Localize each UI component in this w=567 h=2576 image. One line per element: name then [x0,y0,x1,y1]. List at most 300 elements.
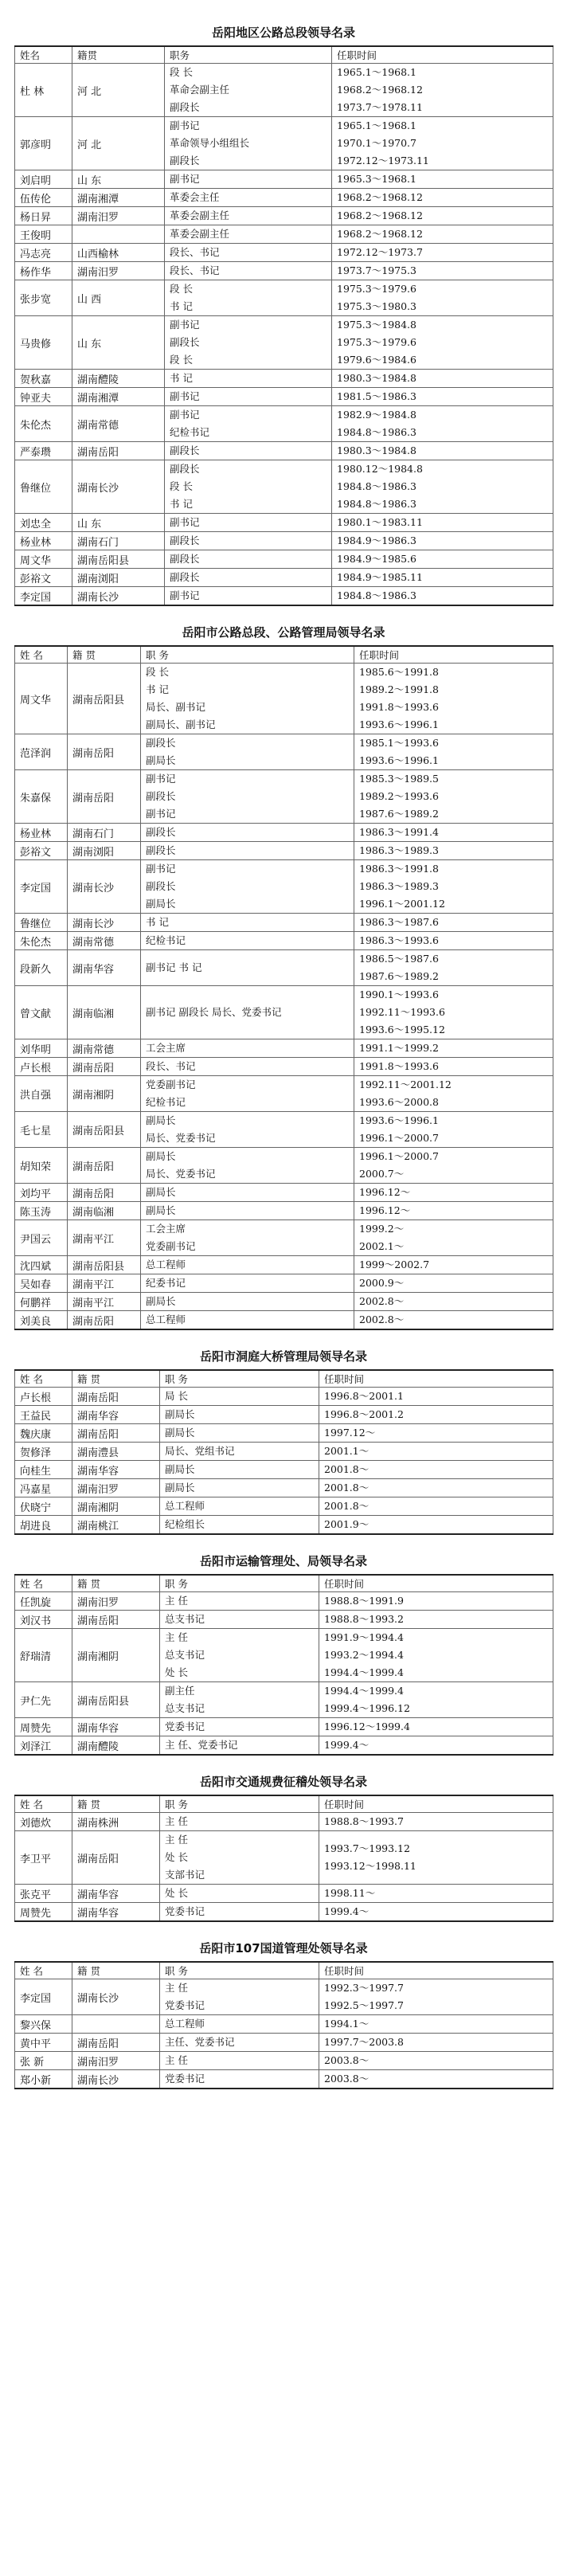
period: 1996.1～2000.7 [359,1150,439,1162]
table-row [15,280,553,316]
leader-name: 彭裕文 [15,842,68,860]
period: 1972.12～1973.7 [337,246,423,258]
period: 1997.7～2003.8 [324,2036,404,2048]
table-row [15,932,553,950]
leader-name: 刘美良 [15,1311,68,1330]
duties-cell [141,1112,354,1148]
section-2 [14,617,553,1330]
periods-cell [319,1443,553,1461]
period: 1992.5～1997.7 [324,1999,404,2011]
table-row [15,550,553,569]
table-row [15,1592,553,1611]
column-header: 职 务 [160,1575,319,1592]
duties-cell [160,2070,319,2089]
duties-cell [160,1497,319,1516]
leader-origin: 湖南岳阳 [72,1424,160,1443]
table-row [15,914,553,932]
leader-origin: 湖南岳阳县 [68,1256,141,1274]
periods-cell [354,1112,553,1148]
duties-cell [165,280,332,316]
section-title: 岳阳市交通规费征稽处领导名录 [199,1775,367,1789]
leader-origin: 湖南常德 [68,932,141,950]
leader-name: 毛七星 [15,1112,68,1148]
duties-cell [165,316,332,370]
table-row [15,770,553,824]
duty: 段 长 [170,354,193,366]
period: 1975.3～1979.6 [337,336,416,348]
period: 1984.9～1985.11 [337,571,423,583]
leader-origin: 湖南汨罗 [72,262,165,280]
leader-origin: 湖南岳阳 [68,1311,141,1330]
periods-cell [319,1611,553,1629]
periods-cell [319,1497,553,1516]
period: 1993.7～1993.12 [324,1842,410,1854]
duty: 副段长 [170,444,200,456]
leader-origin: 湖南岳阳 [72,1831,160,1885]
duties-cell [165,514,332,532]
period: 1993.6～1995.12 [359,1024,445,1035]
duty: 副书记 [170,589,200,601]
table-row [15,532,553,550]
leader-name: 吴如春 [15,1274,68,1293]
table-row [15,1076,553,1112]
leader-name: 鲁继位 [15,460,72,514]
duty: 主 任 [165,1631,188,1643]
duty: 主 任 [165,2054,188,2066]
period: 1991.8～1993.6 [359,701,439,713]
leader-name: 鲁继位 [15,914,68,932]
periods-cell [332,406,553,442]
duty: 总工程师 [165,2018,205,2030]
duty: 党委副书记 [146,1240,196,1252]
leader-name: 张步宽 [15,280,72,316]
table-row [15,1885,553,1903]
table-row [15,824,553,842]
period: 2001.9～ [324,1518,370,1530]
leader-origin: 河 北 [72,64,165,117]
leader-origin: 湖南华容 [72,1718,160,1736]
leader-name: 尹仁先 [15,1682,72,1718]
duties-cell [141,1039,354,1058]
leader-name: 李定国 [15,1979,72,2015]
periods-cell [332,262,553,280]
leader-origin: 山西榆林 [72,244,165,262]
periods-cell [354,950,553,986]
period: 1984.8～1986.3 [337,480,416,492]
period: 2002.8～ [359,1313,405,1325]
leader-origin: 湖南长沙 [72,1979,160,2015]
column-header: 姓 名 [15,1795,72,1813]
duties-cell [160,1479,319,1497]
duty: 副局长 [165,1408,195,1420]
column-header: 籍 贯 [72,1795,160,1813]
duty: 段长、书记 [170,264,220,276]
periods-cell [354,1256,553,1274]
leader-table [14,1961,553,2089]
leader-origin: 湖南湘阴 [72,1629,160,1682]
leader-name: 胡进良 [15,1516,72,1535]
leader-origin: 湖南浏阳 [72,569,165,587]
table-row [15,1311,553,1330]
header-row [15,646,553,664]
table-row [15,207,553,225]
periods-cell [332,189,553,207]
table-row [15,1112,553,1148]
duties-cell [141,1220,354,1256]
leader-origin: 山 西 [72,280,165,316]
duties-cell [141,1148,354,1184]
table-row [15,569,553,587]
duties-cell [160,1813,319,1831]
leader-origin: 湖南醴陵 [72,370,165,388]
column-header: 职 务 [160,1370,319,1388]
duty: 副局长 [165,1427,195,1439]
table-row [15,1424,553,1443]
periods-cell [319,1682,553,1718]
duty: 副局长 [146,754,176,766]
table-row [15,664,553,734]
leader-origin: 湖南湘潭 [72,388,165,406]
leader-name: 洪自强 [15,1076,68,1112]
leader-origin: 湖南岳阳 [68,734,141,770]
leader-name: 杨作华 [15,262,72,280]
table-row [15,262,553,280]
periods-cell [354,734,553,770]
duty: 副书记 [170,119,200,131]
leader-origin: 湖南岳阳 [72,1611,160,1629]
section-title: 岳阳市107国道管理处领导名录 [199,1941,368,1955]
period: 2003.8～ [324,2073,370,2085]
period: 1996.12～ [359,1204,411,1216]
duties-cell [160,1831,319,1885]
period: 1991.8～1993.6 [359,1060,439,1072]
leader-origin: 湖南平江 [68,1274,141,1293]
periods-cell [332,460,553,514]
leader-origin: 湖南华容 [72,1406,160,1424]
leader-origin: 湖南华容 [72,1885,160,1903]
leader-name: 范泽润 [15,734,68,770]
duties-cell [165,442,332,460]
periods-cell [354,770,553,824]
duty: 段 长 [146,666,169,678]
period: 2001.8～ [324,1500,370,1512]
period: 1996.8～2001.2 [324,1408,404,1420]
leader-name: 尹国云 [15,1220,68,1256]
duty: 总工程师 [165,1500,205,1512]
duty: 副局长 [146,1150,176,1162]
duty: 党委书记 [165,2073,205,2085]
duty: 副段长 [170,571,200,583]
period: 1998.11～ [324,1887,376,1899]
leader-name: 张 新 [15,2052,72,2070]
period: 1994.4～1999.4 [324,1685,404,1697]
duty: 总工程师 [146,1259,186,1270]
table-row [15,406,553,442]
duty: 副书记 [170,409,200,421]
duties-cell [160,1885,319,1903]
period: 1986.3～1991.4 [359,826,439,838]
periods-cell [319,1406,553,1424]
duty: 总支书记 [165,1702,205,1714]
leader-origin: 湖南平江 [68,1293,141,1311]
duty: 副段长 [170,336,200,348]
leader-name: 段新久 [15,950,68,986]
periods-cell [319,1736,553,1756]
table-row [15,1629,553,1682]
table-row [15,1148,553,1184]
table-row [15,1813,553,1831]
period: 1980.3～1984.8 [337,372,416,384]
duties-cell [160,1388,319,1406]
period: 2001.8～ [324,1463,370,1475]
table-row [15,370,553,388]
duties-cell [165,225,332,244]
duties-cell [160,1592,319,1611]
duty: 党委书记 [165,1999,205,2011]
leader-origin: 湖南岳阳 [68,1184,141,1202]
period: 1968.2～1968.12 [337,191,423,203]
period: 2000.9～ [359,1277,405,1289]
duty: 副段长 [146,844,176,856]
period: 2001.8～ [324,1482,370,1494]
column-header: 姓 名 [15,646,68,664]
period: 1993.12～1998.11 [324,1860,416,1872]
section-1 [14,18,553,606]
period: 1986.3～1989.3 [359,880,439,892]
leader-name: 周赞先 [15,1718,72,1736]
duty: 处 长 [165,1887,188,1899]
leader-origin: 湖南岳阳县 [72,550,165,569]
periods-cell [354,1184,553,1202]
periods-cell [354,1311,553,1330]
periods-cell [319,2015,553,2034]
period: 1990.1～1993.6 [359,989,439,1000]
duties-cell [141,1058,354,1076]
period: 1973.7～1978.11 [337,101,423,113]
table-row [15,2034,553,2052]
section-3 [14,1341,553,1535]
period: 1996.1～2000.7 [359,1132,439,1144]
periods-cell [354,1076,553,1112]
table-row [15,1611,553,1629]
duty: 局长、党组书记 [165,1445,235,1457]
leader-origin: 湖南华容 [68,950,141,986]
leader-name: 胡知荣 [15,1148,68,1184]
duties-cell [160,1736,319,1756]
duty: 工会主席 [146,1223,186,1235]
column-header: 任职时间 [319,1575,553,1592]
duties-cell [141,1256,354,1274]
table-row [15,986,553,1039]
duties-cell [165,370,332,388]
column-header: 籍贯 [72,46,165,64]
duty: 副段长 [146,790,176,802]
duty: 副局长 [146,898,176,910]
leader-origin: 湖南长沙 [68,860,141,914]
duties-cell [165,189,332,207]
table-row [15,1184,553,1202]
duty: 段 长 [170,283,193,295]
duty: 副局长 [165,1463,195,1475]
leader-name: 朱嘉保 [15,770,68,824]
duties-cell [141,734,354,770]
duty: 局长、党委书记 [146,1168,216,1180]
duties-cell [160,1461,319,1479]
duties-cell [165,587,332,606]
leader-name: 周文华 [15,550,72,569]
duties-cell [160,2034,319,2052]
period: 1988.8～1991.9 [324,1595,404,1607]
column-header: 籍 贯 [72,1370,160,1388]
leader-name: 任凯旋 [15,1592,72,1611]
leader-origin: 湖南长沙 [72,587,165,606]
periods-cell [319,1885,553,1903]
header-row [15,1795,553,1813]
table-row [15,460,553,514]
leader-name: 朱伦杰 [15,406,72,442]
table-row [15,1903,553,1922]
periods-cell [332,64,553,117]
leader-name: 贺修泽 [15,1443,72,1461]
period: 1992.3～1997.7 [324,1982,404,1994]
periods-cell [332,280,553,316]
leader-origin: 湖南岳阳 [68,1148,141,1184]
duty: 党委书记 [165,1721,205,1732]
section-4 [14,1546,553,1756]
periods-cell [332,569,553,587]
period: 1965.1～1968.1 [337,66,416,78]
leader-name: 严泰瓒 [15,442,72,460]
table-row [15,1274,553,1293]
duties-cell [160,1406,319,1424]
column-header: 姓名 [15,46,72,64]
duties-cell [160,1682,319,1718]
leader-name: 王益民 [15,1406,72,1424]
duty: 副书记 副段长 局长、党委书记 [146,1006,282,1018]
period: 1992.11～2001.12 [359,1079,452,1090]
periods-cell [354,1202,553,1220]
leader-name: 何鹏祥 [15,1293,68,1311]
table-row [15,1388,553,1406]
table-row [15,170,553,189]
leader-name: 伏晓宁 [15,1497,72,1516]
period: 1975.3～1979.6 [337,283,416,295]
leader-origin: 湖南株洲 [72,1813,160,1831]
leader-origin: 湖南湘阴 [68,1076,141,1112]
duty: 副局长 [146,1186,176,1198]
leader-origin: 湖南澧县 [72,1443,160,1461]
table-row [15,1202,553,1220]
leader-origin: 湖南汨罗 [72,207,165,225]
periods-cell [319,2052,553,2070]
period: 1980.3～1984.8 [337,444,416,456]
table-row [15,117,553,170]
period: 1980.1～1983.11 [337,516,423,528]
periods-cell [354,860,553,914]
periods-cell [332,388,553,406]
duty: 副书记 [146,773,176,785]
periods-cell [354,986,553,1039]
section-title: 岳阳市洞庭大桥管理局领导名录 [199,1349,367,1364]
leader-name: 冯嘉星 [15,1479,72,1497]
leader-origin: 湖南岳阳 [68,770,141,824]
duties-cell [160,1979,319,2015]
period: 2003.8～ [324,2054,370,2066]
period: 1980.12～1984.8 [337,463,423,475]
header-row [15,1575,553,1592]
period: 1970.1～1970.7 [337,137,416,149]
leader-name: 张克平 [15,1885,72,1903]
table-row [15,1443,553,1461]
duties-cell [141,986,354,1039]
leader-name: 李定国 [15,860,68,914]
period: 1999～2002.7 [359,1259,430,1270]
period: 1965.1～1968.1 [337,119,416,131]
duties-cell [165,64,332,117]
column-header: 姓 名 [15,1575,72,1592]
period: 1988.8～1993.7 [324,1815,404,1827]
column-header: 任职时间 [319,1795,553,1813]
table-row [15,1406,553,1424]
duty: 副段长 [146,880,176,892]
period: 1994.4～1999.4 [324,1666,404,1678]
leader-table [14,1369,553,1535]
leader-name: 陈玉涛 [15,1202,68,1220]
leader-origin: 湖南汨罗 [72,1479,160,1497]
duties-cell [141,950,354,986]
table-row [15,316,553,370]
column-header: 任职时间 [332,46,553,64]
duty: 主 任、党委书记 [165,1739,238,1751]
period: 1982.9～1984.8 [337,409,416,421]
period: 1984.8～1986.3 [337,589,416,601]
period: 1965.3～1968.1 [337,173,416,185]
section-title: 岳阳地区公路总段领导名录 [211,25,355,40]
column-header: 任职时间 [354,646,553,664]
period: 2002.1～ [359,1240,405,1252]
periods-cell [319,1629,553,1682]
period: 1985.6～1991.8 [359,666,439,678]
leader-table [14,645,553,1330]
header-row [15,1962,553,1979]
duty: 副书记 书 记 [146,961,202,973]
period: 1991.9～1994.4 [324,1631,404,1643]
leader-name: 杨业林 [15,824,68,842]
leader-table [14,1795,553,1922]
leader-name: 黄中平 [15,2034,72,2052]
table-row [15,950,553,986]
periods-cell [332,170,553,189]
leader-origin: 河 北 [72,117,165,170]
periods-cell [319,1516,553,1535]
leader-name: 卢长根 [15,1058,68,1076]
periods-cell [354,1293,553,1311]
table-row [15,2052,553,2070]
duty: 纪检书记 [170,426,210,438]
periods-cell [319,1831,553,1885]
periods-cell [332,514,553,532]
leader-name: 杜 林 [15,64,72,117]
column-header: 职务 [165,46,332,64]
leader-origin: 湖南岳阳县 [68,664,141,734]
table-row [15,2070,553,2089]
leader-name: 舒瑞清 [15,1629,72,1682]
duty: 副书记 [146,808,176,820]
column-header: 职 务 [141,646,354,664]
duties-cell [141,664,354,734]
periods-cell [319,1813,553,1831]
table-row [15,734,553,770]
